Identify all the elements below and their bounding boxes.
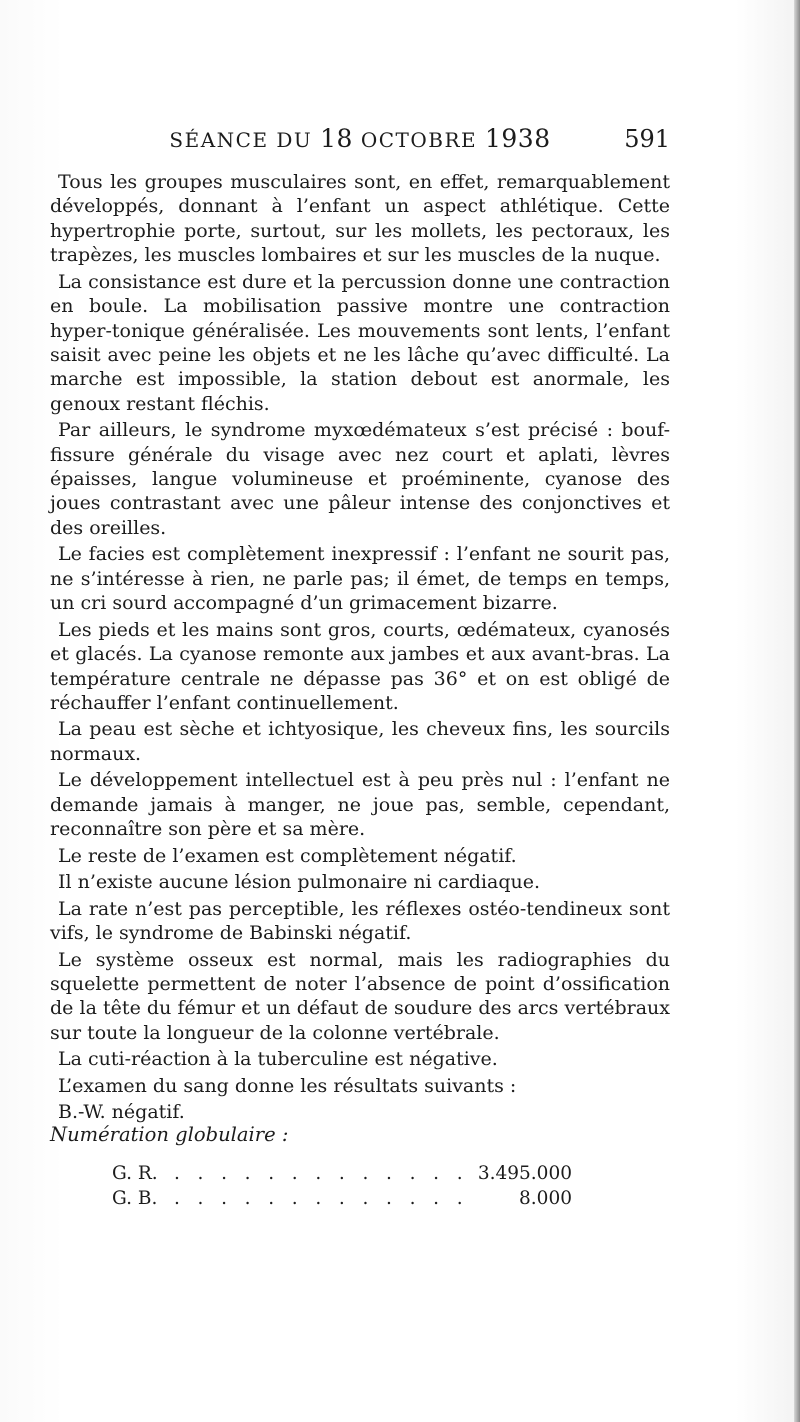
paragraph: Le système osseux est normal, mais les radiographies du squelette permettent de noter l’absence de point d’ossification de la tête du fémur et un défaut de soudure des arcs vertébraux sur toute la longueur de la colonne vertébrale. [50,948,670,1044]
row-label: G. B. [112,1188,158,1209]
paragraph: B.-W. négatif. [58,1101,185,1124]
paragraph: Le développement intellectuel est à peu près nul : l’enfant ne demande jamais à manger, ne joue pas, semble, cependant, reconnaître son père et sa mère. [50,769,670,841]
paragraph: La peau est sèche et ichtyosique, les cheveux fins, les sourcils normaux. [50,718,670,765]
paragraph: Tous les groupes musculaires sont, en effet, remarquablement développés, donnant à l’enfant un aspect athlétique. Cette hypertrophie porte, surtout, sur les mollets, les pectoraux, les trapèzes, les muscles lombaires et sur les muscles de la nuque. [50,171,670,267]
leader-dots: . . . . . . . . . . . . . [174,1188,469,1209]
row-value: 3.495.000 [477,1163,572,1184]
paragraph: Les pieds et les mains sont gros, courts, œdémateux, cyanosés et glacés. La cyanose remonte aux jambes et aux avant-bras. La température centrale ne dépasse pas 36° et on est obligé de réchauffer l’enfant continuellement. [50,618,670,714]
running-head: SÉANCE DU 18 OCTOBRE 1938 [169,124,551,153]
paragraph: Le reste de l’examen est complètement négatif. [58,844,517,867]
leader-dots: . . . . . . . . . . . . . [174,1163,469,1184]
numeration-label: Numération globulaire : [50,1123,289,1146]
table-row-gr [112,1163,572,1188]
paragraph: Le facies est complètement inexpressif : l’enfant ne sourit pas, ne s’intéresse à rien, ne parle pas; il émet, de temps en temps, un cri sourd accompagné d’un grimacement bizarre. [50,543,670,615]
row-label: G. R. [112,1163,158,1184]
paragraph: Par ailleurs, le syndrome myxœdémateux s’est précisé : bouf-fissure générale du visage avec nez court et aplati, lèvres épaisses, langue volumineuse et proéminente, cyanose des joues contrastant avec une pâleur intense des conjonctives et des oreilles. [50,419,670,539]
page-edge-shadow [794,0,800,1422]
table-row-gb [112,1188,572,1213]
page-number: 591 [624,125,670,153]
page-header [50,120,670,160]
paragraph: L’examen du sang donne les résultats suivants : [58,1074,517,1097]
row-value: 8.000 [519,1188,572,1209]
paragraph: La cuti-réaction à la tuberculine est négative. [58,1048,498,1071]
paragraph: La consistance est dure et la percussion donne une contraction en boule. La mobilisation passive montre une contraction hyper-tonique généralisée. Les mouvements sont lents, l’enfant saisit avec peine les objets et ne les lâche qu’avec difficulté. La marche est impossible, la station debout est anormale, les genoux restant fléchis. [50,270,670,415]
paragraph: La rate n’est pas perceptible, les réflexes ostéo-tendineux sont vifs, le syndrome de Babinski négatif. [50,897,670,945]
body-text [50,170,670,1127]
blood-count-table [112,1163,572,1213]
paragraph: Il n’existe aucune lésion pulmonaire ni cardiaque. [58,871,541,894]
